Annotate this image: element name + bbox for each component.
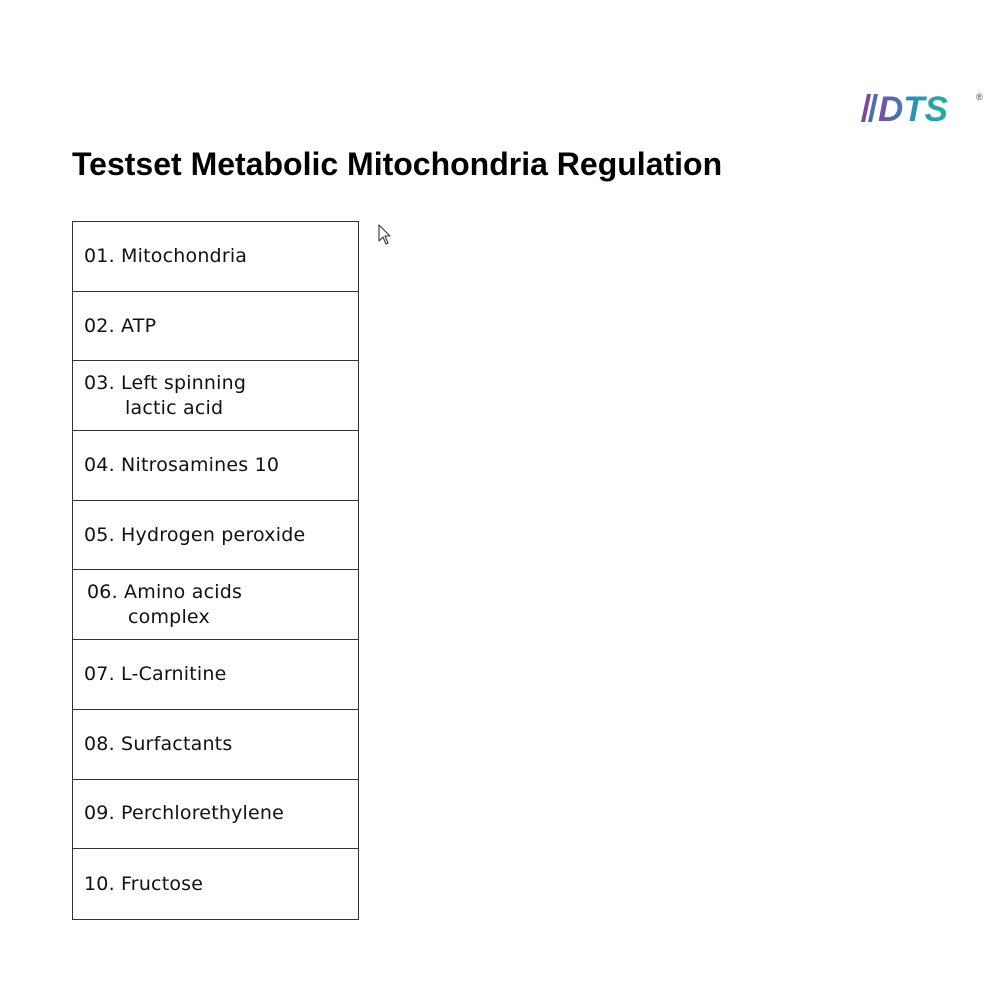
item-label: 05. Hydrogen peroxide (84, 523, 306, 546)
list-item[interactable] (73, 222, 358, 292)
item-label: 02. ATP (84, 314, 157, 337)
list-item[interactable] (73, 780, 358, 850)
test-list (72, 221, 359, 920)
list-item[interactable] (73, 710, 358, 780)
item-label-line2: lactic acid (125, 396, 224, 419)
item-label: 08. Surfactants (84, 732, 233, 755)
list-item[interactable] (73, 849, 358, 919)
list-item[interactable] (73, 640, 358, 710)
list-item[interactable] (73, 501, 358, 571)
item-label: 03. Left spinning (84, 371, 247, 394)
list-item[interactable] (73, 292, 358, 362)
registered-mark: ® (976, 92, 983, 102)
logo-text: DTS (878, 90, 948, 128)
item-label: 07. L-Carnitine (84, 662, 227, 685)
list-item[interactable] (73, 431, 358, 501)
list-item[interactable] (73, 361, 358, 431)
list-item[interactable] (73, 570, 358, 640)
dts-logo (858, 88, 988, 128)
page-title: Testset Metabolic Mitochondria Regulation (72, 146, 723, 182)
item-label: 01. Mitochondria (84, 244, 248, 267)
item-label: 09. Perchlorethylene (84, 802, 285, 825)
item-label: 04. Nitrosamines 10 (84, 453, 280, 476)
mouse-pointer-icon (378, 224, 392, 246)
item-label: 06. Amino acids (87, 580, 243, 603)
item-label: 10. Fructose (84, 872, 204, 895)
item-label-line2: complex (128, 605, 210, 628)
